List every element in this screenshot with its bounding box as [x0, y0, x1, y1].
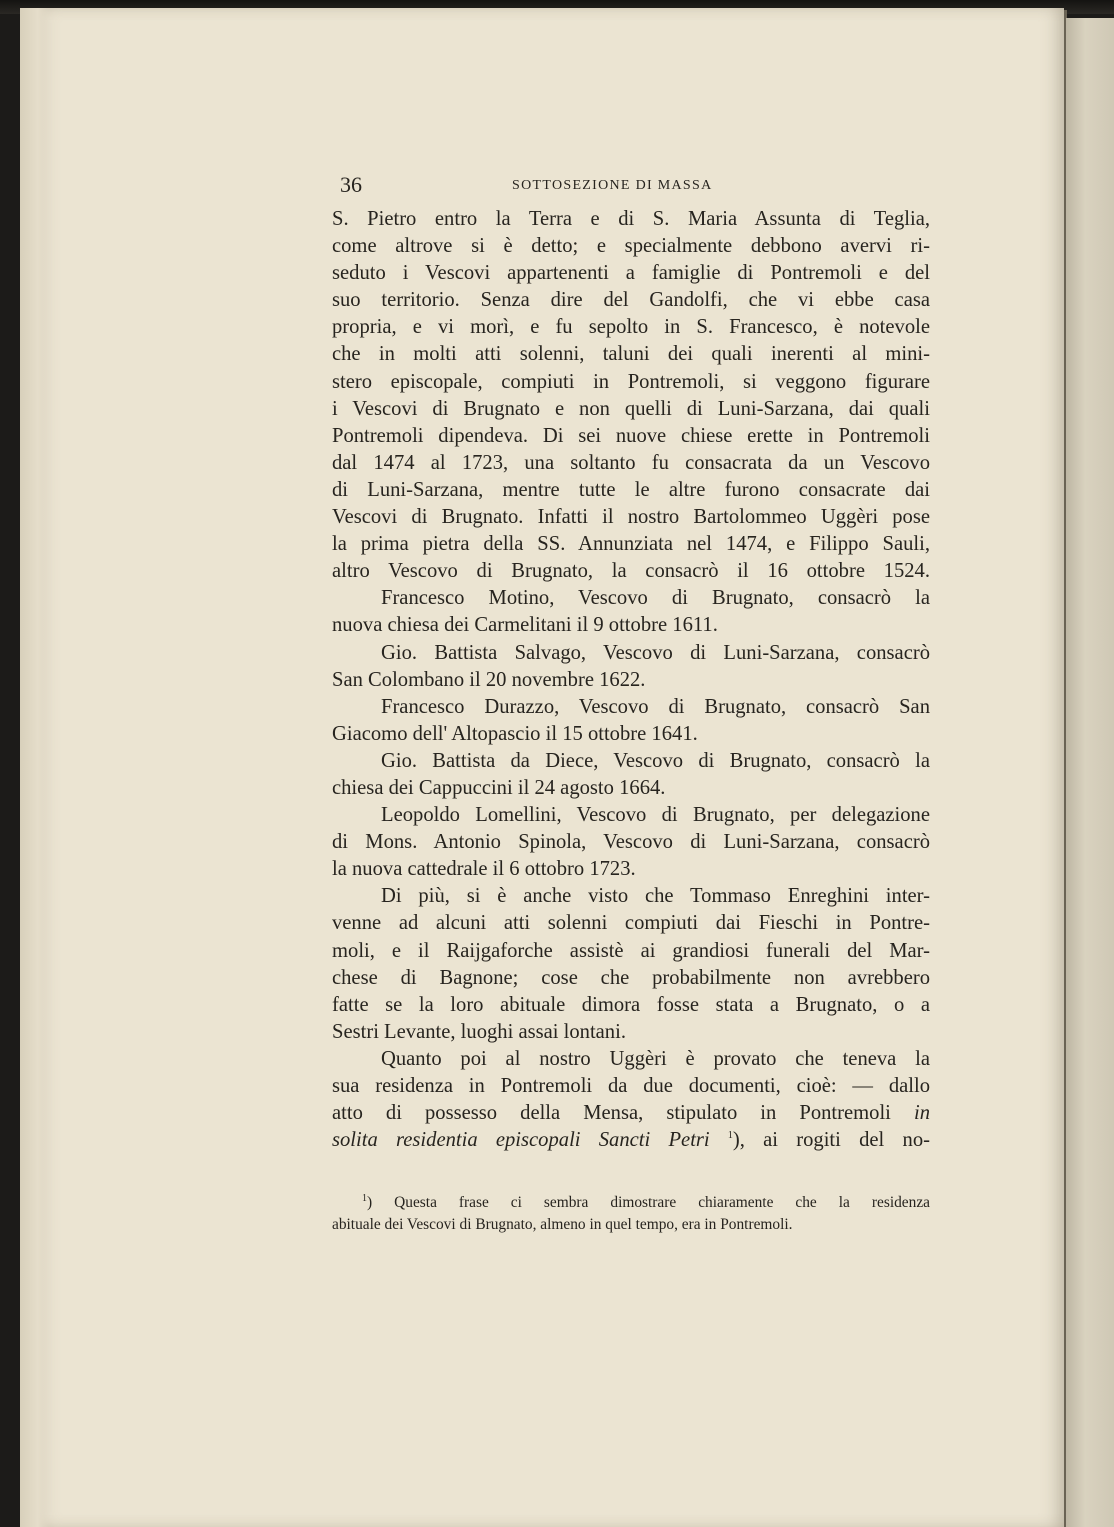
footnote-line: abituale dei Vescovi di Brugnato, almeno in quel tempo, era in Pontremoli.: [332, 1216, 793, 1233]
text-line: chese di Bagnone; cose che probabilmente non avrebbero: [332, 966, 930, 989]
text-line: propria, e vi morì, e fu sepolto in S. Francesco, è notevole: [332, 316, 930, 339]
text-line: la nuova cattedrale il 6 ottobro 1723.: [332, 858, 636, 881]
text-line: Gio. Battista Salvago, Vescovo di Luni-Sarzana, consacrò: [381, 641, 930, 664]
text-line: Di più, si è anche visto che Tommaso Enreghini inter-: [381, 885, 930, 908]
text-line: Leopoldo Lomellini, Vescovo di Brugnato, per delegazione: [381, 804, 930, 827]
text-line: [332, 1127, 930, 1154]
text-line: sua residenza in Pontremoli da due documenti, cioè: — dallo: [332, 1075, 930, 1097]
text-line: S. Pietro entro la Terra e di S. Maria Assunta di Teglia,: [332, 208, 930, 230]
text-line: di Mons. Antonio Spinola, Vescovo di Luni-Sarzana, consacrò: [332, 831, 930, 854]
latin-phrase: solita residentia episcopali Sancti Petri: [332, 1129, 710, 1152]
text-line: Sestri Levante, luoghi assai lontani.: [332, 1020, 626, 1043]
page-header: [340, 172, 940, 202]
footnote: [332, 1192, 930, 1236]
text-line: Vescovi di Brugnato. Infatti il nostro Bartolommeo Uggèri pose: [332, 506, 930, 529]
text-line: Francesco Durazzo, Vescovo di Brugnato, consacrò San: [381, 695, 930, 718]
text-line: moli, e il Raijgaforche assistè ai grandiosi funerali del Mar-: [332, 939, 930, 962]
text-segment: atto di possesso della Mensa, stipulato in Pontremoli: [332, 1102, 891, 1125]
text-line: Gio. Battista da Diece, Vescovo di Brugnato, consacrò la: [381, 749, 930, 772]
page-number: 36: [340, 172, 362, 197]
text-line: di Luni-Sarzana, mentre tutte le altre furono consacrate dai: [332, 478, 930, 501]
text-line: seduto i Vescovi appartenenti a famiglie di Pontremoli e del: [332, 262, 930, 285]
next-page-edge: [1066, 18, 1114, 1527]
text-line: [332, 1100, 930, 1127]
running-head: SOTTOSEZIONE DI MASSA: [512, 178, 713, 193]
footnote-line: [332, 1192, 930, 1214]
text-line: nuova chiesa dei Carmelitani il 9 ottobre 1611.: [332, 614, 718, 637]
text-line: suo territorio. Senza dire del Gandolfi, che vi ebbe casa: [332, 289, 930, 312]
text-line: chiesa dei Cappuccini il 24 agosto 1664.: [332, 776, 666, 799]
text-line: i Vescovi di Brugnato e non quelli di Luni-Sarzana, dai quali: [332, 397, 930, 420]
text-line: che in molti atti solenni, taluni dei quali inerenti al mini-: [332, 343, 930, 366]
text-segment: ), ai rogiti del no-: [732, 1129, 930, 1152]
text-line: Francesco Motino, Vescovo di Brugnato, consacrò la: [381, 587, 930, 610]
text-line: stero episcopale, compiuti in Pontremoli, si veggono figurare: [332, 370, 930, 393]
footnote-paren: ): [367, 1194, 373, 1211]
text-line: altro Vescovo di Brugnato, la consacrò il 16 ottobre 1524.: [332, 560, 930, 583]
text-line: venne ad alcuni atti solenni compiuti dai Fieschi in Pontre-: [332, 912, 930, 935]
text-line: dal 1474 al 1723, una soltanto fu consacrata da un Vescovo: [332, 451, 930, 474]
text-line: fatte se la loro abituale dimora fosse stata a Brugnato, o a: [332, 993, 930, 1016]
footnote-reference: 1: [727, 1130, 733, 1142]
text-line: Quanto poi al nostro Uggèri è provato che teneva la: [381, 1047, 930, 1070]
text-line: San Colombano il 20 novembre 1622.: [332, 668, 646, 691]
footnote-text: Questa frase ci sembra dimostrare chiaramente che la residenza: [394, 1194, 930, 1211]
body-text: [332, 206, 930, 1154]
text-line: Giacomo dell' Altopascio il 15 ottobre 1641.: [332, 722, 698, 745]
text-line: la prima pietra della SS. Annunziata nel 1474, e Filippo Sauli,: [332, 533, 930, 556]
text-line: come altrove si è detto; e specialmente debbono avervi ri-: [332, 235, 930, 258]
footnote-marker: 1: [362, 1192, 367, 1204]
page-binding-shadow: [20, 8, 50, 1527]
text-line: Pontremoli dipendeva. Di sei nuove chiese erette in Pontremoli: [332, 424, 930, 447]
latin-phrase: in: [913, 1102, 930, 1125]
